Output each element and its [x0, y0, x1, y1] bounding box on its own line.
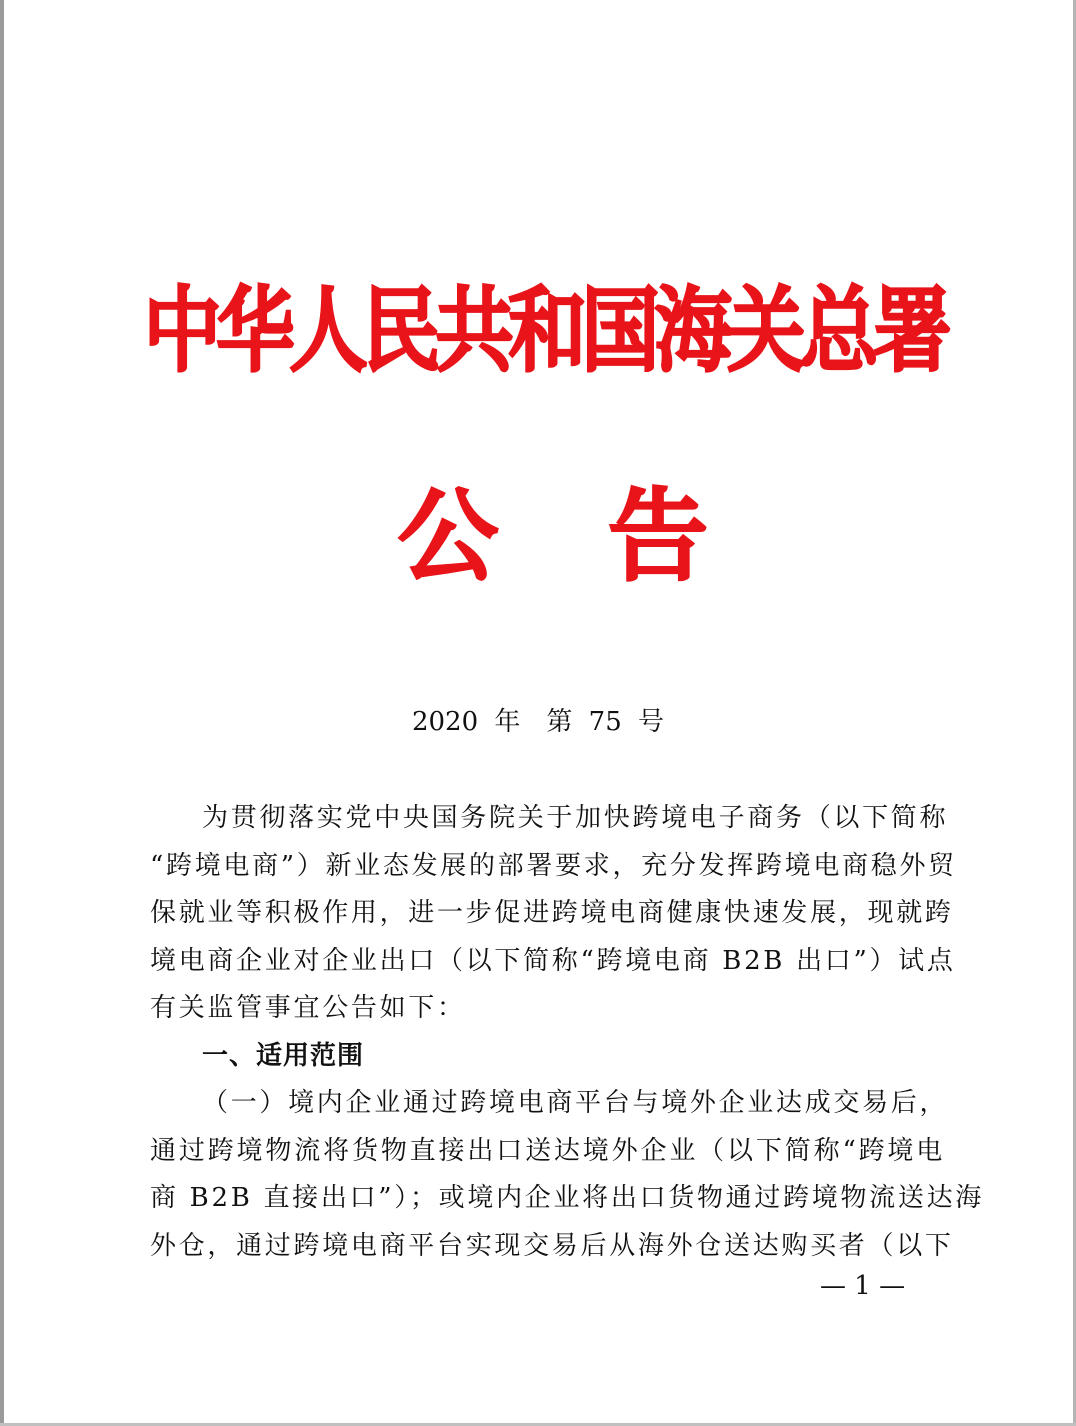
- section-line-2: 通过跨境物流将货物直接出口送达境外企业（以下简称“跨境电: [150, 1135, 945, 1166]
- issuer-title: 中华人民共和国海关总署: [143, 278, 947, 385]
- body-line-5: 有关监管事宜公告如下：: [150, 993, 466, 1023]
- notice-char-2: 告: [608, 478, 708, 595]
- page-number: — 1 —: [820, 1271, 906, 1301]
- section-line-1: （一）境内企业通过跨境电商平台与境外企业达成交易后，: [202, 1088, 949, 1118]
- section-line-4: 外仓，通过跨境电商平台实现交易后从海外仓送达购买者（以下: [150, 1230, 954, 1261]
- body-line-2: “跨境电商”）新业态发展的部署要求，充分发挥跨境电商稳外贸: [150, 850, 957, 881]
- body-line-3: 保就业等积极作用，进一步促进跨境电商健康快速发展，现就跨: [150, 898, 954, 928]
- section-heading: 一、适用范围: [202, 1040, 365, 1071]
- body-line-1: 为贯彻落实党中央国务院关于加快跨境电子商务（以下简称: [202, 803, 949, 833]
- notice-char-1: 公: [398, 478, 498, 595]
- section-line-3: 商 B2B 直接出口”）；或境内企业将出口货物通过跨境物流送达海: [150, 1183, 984, 1213]
- body-text: [150, 795, 984, 1270]
- notice-title: [398, 478, 708, 595]
- document-number: 2020 年 第 75 号: [411, 707, 665, 737]
- body-line-4: 境电商企业对企业出口（以下简称“跨境电商 B2B 出口”）试点: [150, 945, 956, 976]
